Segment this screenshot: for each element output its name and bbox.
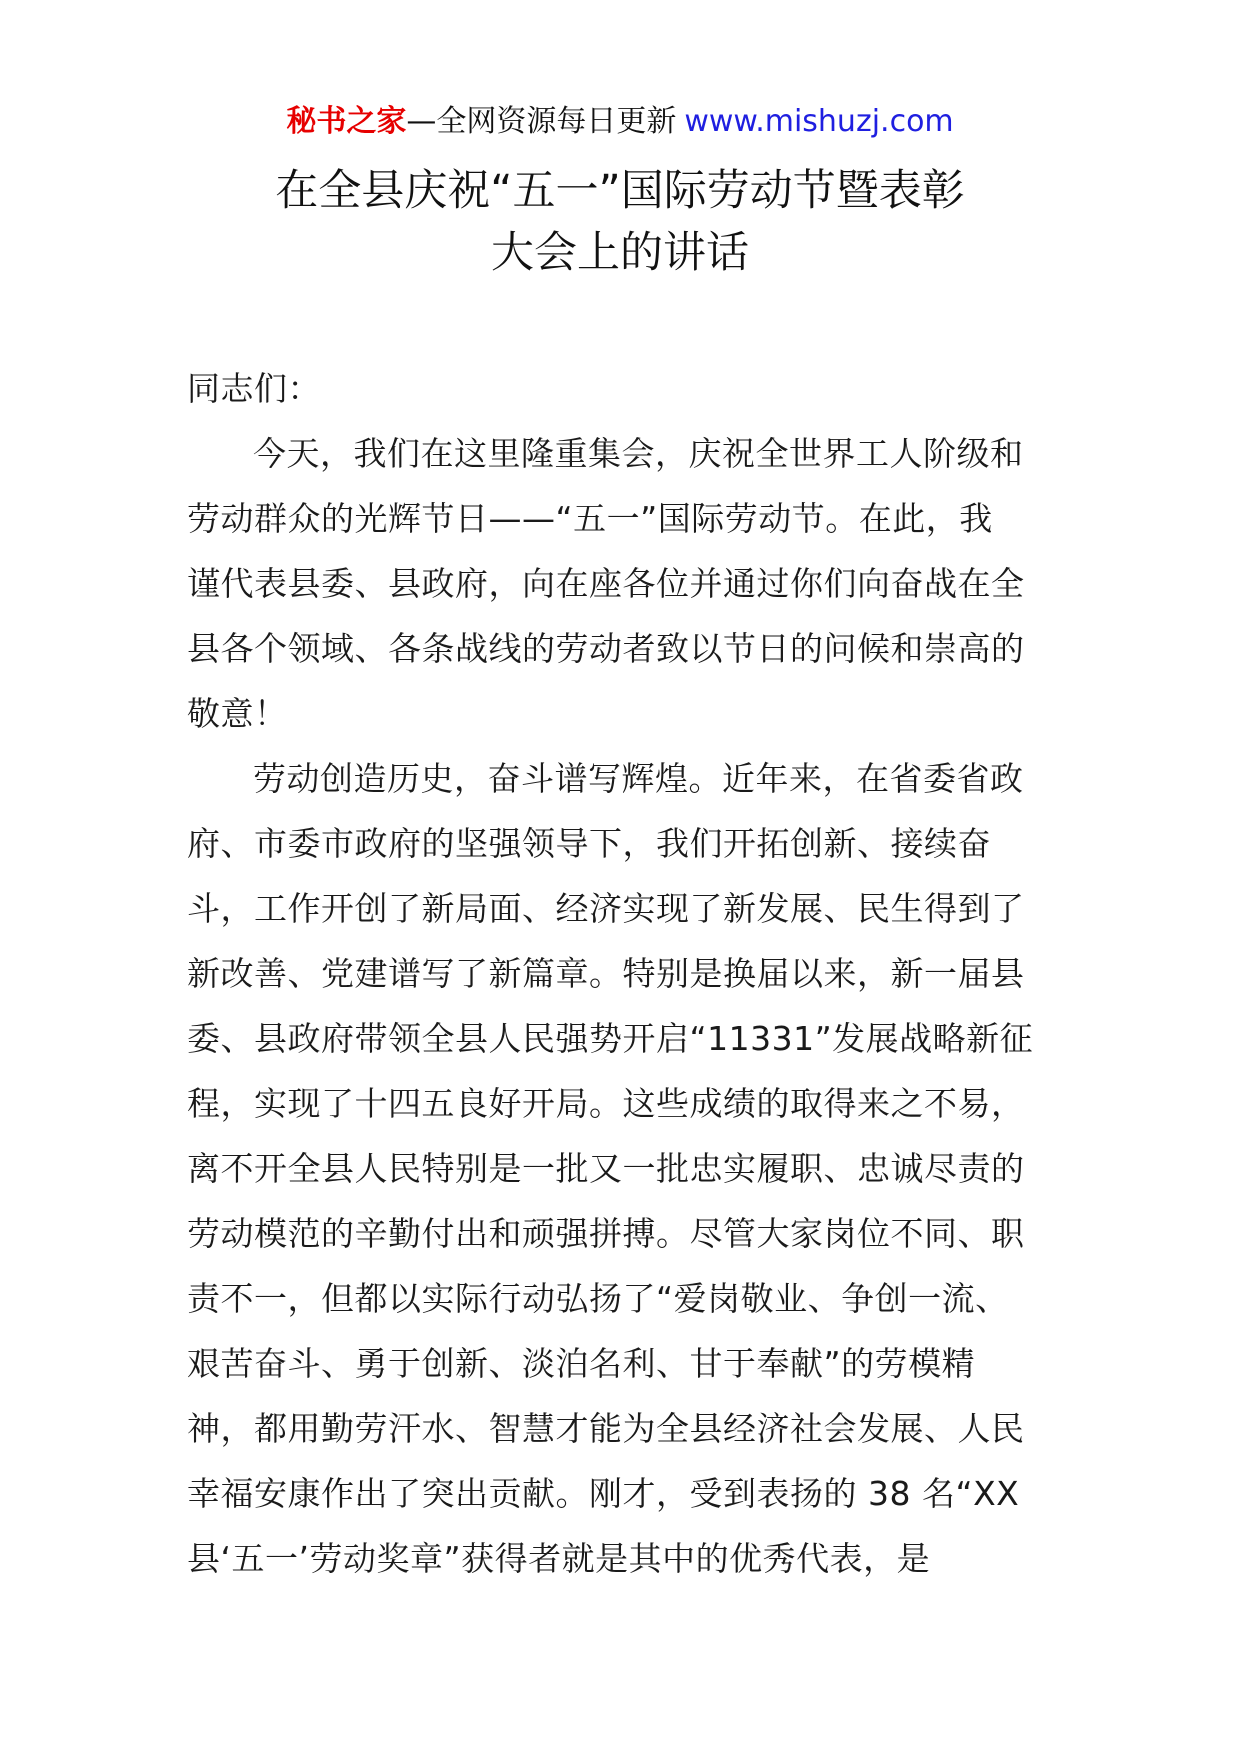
body-line: 县各个领域、各条战线的劳动者致以节日的问候和崇高的 (187, 629, 1025, 668)
body-line: 敬意！ (187, 694, 288, 733)
brand-name: 秘书之家 (286, 104, 407, 139)
document-title (0, 160, 1240, 284)
document-body (187, 356, 1057, 1591)
body-line: 离不开全县人民特别是一批又一批忠实履职、忠诚尽责的 (187, 1149, 1025, 1188)
site-header (0, 100, 1240, 144)
body-line: 幸福安康作出了突出贡献。刚才，受到表扬的 38 名“XX (187, 1474, 1020, 1513)
body-line: 谨代表县委、县政府，向在座各位并通过你们向奋战在全 (187, 564, 1025, 603)
body-line: 今天，我们在这里隆重集会，庆祝全世界工人阶级和 (253, 434, 1024, 473)
body-line: 斗，工作开创了新局面、经济实现了新发展、民生得到了 (187, 889, 1025, 928)
title-line-2: 大会上的讲话 (491, 228, 749, 278)
body-line: 劳动群众的光辉节日——“五一”国际劳动节。在此，我 (187, 499, 993, 538)
header-tagline: —全网资源每日更新 (406, 104, 677, 139)
body-line: 委、县政府带领全县人民强势开启“11331”发展战略新征 (187, 1019, 1034, 1058)
body-line: 劳动模范的辛勤付出和顽强拼搏。尽管大家岗位不同、职 (187, 1214, 1025, 1253)
body-line: 府、市委市政府的坚强领导下，我们开拓创新、接续奋 (187, 824, 991, 863)
salutation: 同志们： (187, 369, 321, 408)
body-line: 新改善、党建谱写了新篇章。特别是换届以来，新一届县 (187, 954, 1025, 993)
body-line: 艰苦奋斗、勇于创新、淡泊名利、甘于奉献”的劳模精 (187, 1344, 976, 1383)
body-line: 县‘五一’劳动奖章”获得者就是其中的优秀代表，是 (187, 1539, 931, 1578)
title-line-1: 在全县庆祝“五一”国际劳动节暨表彰 (275, 166, 965, 216)
body-line: 神，都用勤劳汗水、智慧才能为全县经济社会发展、人民 (187, 1409, 1025, 1448)
body-line: 程，实现了十四五良好开局。这些成绩的取得来之不易， (187, 1084, 1025, 1123)
body-line: 劳动创造历史，奋斗谱写辉煌。近年来，在省委省政 (253, 759, 1024, 798)
site-url-link[interactable]: www.mishuzj.com (684, 104, 954, 139)
body-line: 责不一，但都以实际行动弘扬了“爱岗敬业、争创一流、 (187, 1279, 1009, 1318)
